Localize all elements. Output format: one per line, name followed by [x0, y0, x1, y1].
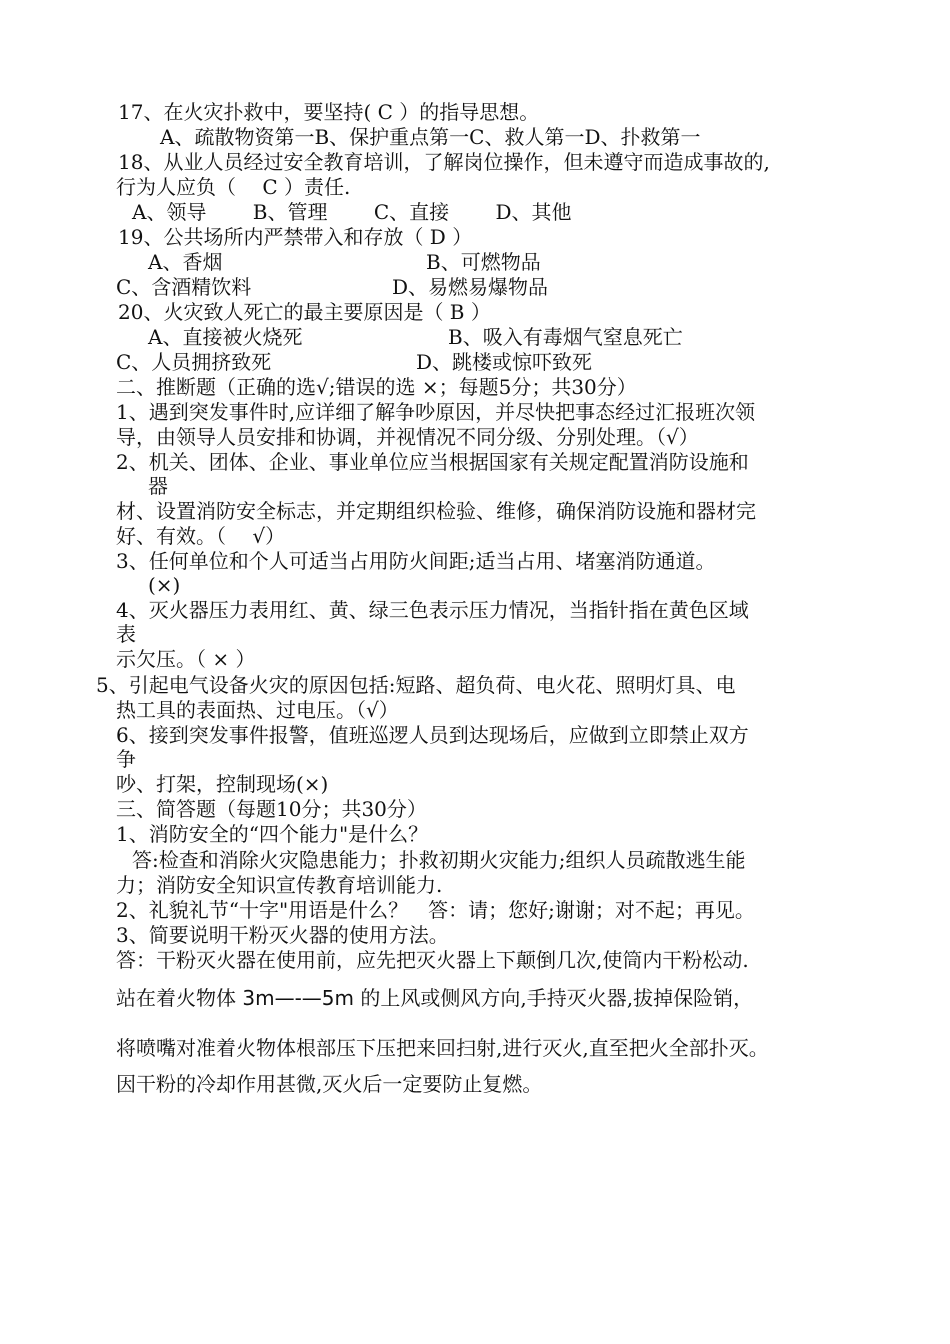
section-3-heading: 三、简答题（每题10分；共30分） [116, 797, 427, 821]
question-19-option-d: D、易燃易爆物品 [392, 275, 549, 299]
tf-item-5-cont: 热工具的表面热、过电压。（√） [116, 698, 399, 722]
question-19-option-c: C、含酒精饮料 [116, 275, 252, 299]
short-answer-3-answer: 答：干粉灭火器在使用前，应先把灭火器上下颠倒几次,使筒内干粉松动. [116, 948, 749, 972]
short-answer-1-answer-cont: 力；消防安全知识宣传教育培训能力. [116, 873, 443, 897]
tf-item-3: 3、任何单位和个人可适当占用防火间距;适当占用、堵塞消防通道。 [116, 549, 716, 573]
tf-item-5: 5、引起电气设备火灾的原因包括:短路、超负荷、电火花、照明灯具、电 [96, 673, 736, 697]
question-20: 20、火灾致人死亡的最主要原因是（ B ） [118, 300, 491, 324]
question-19-option-b: B、可燃物品 [426, 250, 541, 274]
tf-item-1-cont: 导，由领导人员安排和协调，并视情况不同分级、分别处理。（√） [116, 425, 699, 449]
short-answer-3-answer-line-2 [116, 986, 753, 1010]
tf-item-4-wrap: 表 [116, 622, 136, 646]
question-17: 17、在火灾扑救中，要坚持( C ）的指导思想。 [118, 100, 540, 124]
question-20-option-c: C、人员拥挤致死 [116, 350, 272, 374]
short-answer-3: 3、简要说明干粉灭火器的使用方法。 [116, 923, 449, 947]
tf-item-6-wrap: 争 [116, 747, 136, 771]
question-18: 18、从业人员经过安全教育培训，了解岗位操作，但未遵守而造成事故的, [118, 150, 770, 174]
tf-item-2-end: 好、有效。（ √） [116, 524, 286, 548]
short-answer-3-answer-line-3: 将喷嘴对准着火物体根部压下压把来回扫射,进行灭火,直至把火全部扑灭。 [116, 1036, 769, 1060]
question-18-options: A、领导 B、管理 C、直接 D、其他 [132, 200, 572, 224]
question-17-options: A、疏散物资第一B、保护重点第一C、救人第一D、扑救第一 [160, 125, 701, 149]
tf-item-6: 6、接到突发事件报警，值班巡逻人员到达现场后，应做到立即禁止双方 [116, 723, 749, 747]
tf-item-2: 2、机关、团体、企业、事业单位应当根据国家有关规定配置消防设施和 [116, 450, 749, 474]
short-answer-2: 2、礼貌礼节“十字"用语是什么？ 答：请；您好;谢谢；对不起；再见。 [116, 898, 755, 922]
short-answer-1: 1、消防安全的“四个能力"是什么？ [116, 822, 429, 846]
tf-item-2-wrap: 器 [148, 474, 168, 498]
tf-item-1: 1、遇到突发事件时,应详细了解争吵原因，并尽快把事态经过汇报班次领 [116, 400, 756, 424]
answer-text-segment: 站在着火物体 [116, 986, 236, 1010]
question-20-option-d: D、跳楼或惊吓致死 [416, 350, 593, 374]
short-answer-3-answer-line-4: 因干粉的冷却作用甚微,灭火后一定要防止复燃。 [116, 1072, 543, 1096]
question-18-cont: 行为人应负（ C ）责任. [116, 175, 351, 199]
tf-item-4-cont: 示欠压。（ × ） [116, 647, 256, 671]
tf-item-6-cont: 吵、打架，控制现场(×) [116, 772, 329, 796]
question-19-option-a: A、香烟 [148, 250, 223, 274]
tf-item-4: 4、灭火器压力表用红、黄、绿三色表示压力情况，当指针指在黄色区域 [116, 598, 749, 622]
section-2-heading: 二、推断题（正确的选√;错误的选 ×；每题5分；共30分） [116, 375, 637, 399]
short-answer-1-answer: 答:检查和消除火灾隐患能力；扑救初期火灾能力;组织人员疏散逃生能 [132, 848, 746, 872]
tf-item-2-cont: 材、设置消防安全标志，并定期组织检验、维修，确保消防设施和器材完 [116, 499, 756, 523]
question-20-option-a: A、直接被火烧死 [148, 325, 303, 349]
question-19: 19、公共场所内严禁带入和存放（ D ） [118, 225, 473, 249]
answer-text-segment: 的上风或侧风方向,手持灭火器,拔掉保险销， [360, 986, 754, 1010]
tf-item-3-answer: (×) [148, 573, 181, 597]
distance-value: 3m—-—5m [242, 986, 354, 1010]
question-20-option-b: B、吸入有毒烟气窒息死亡 [448, 325, 683, 349]
